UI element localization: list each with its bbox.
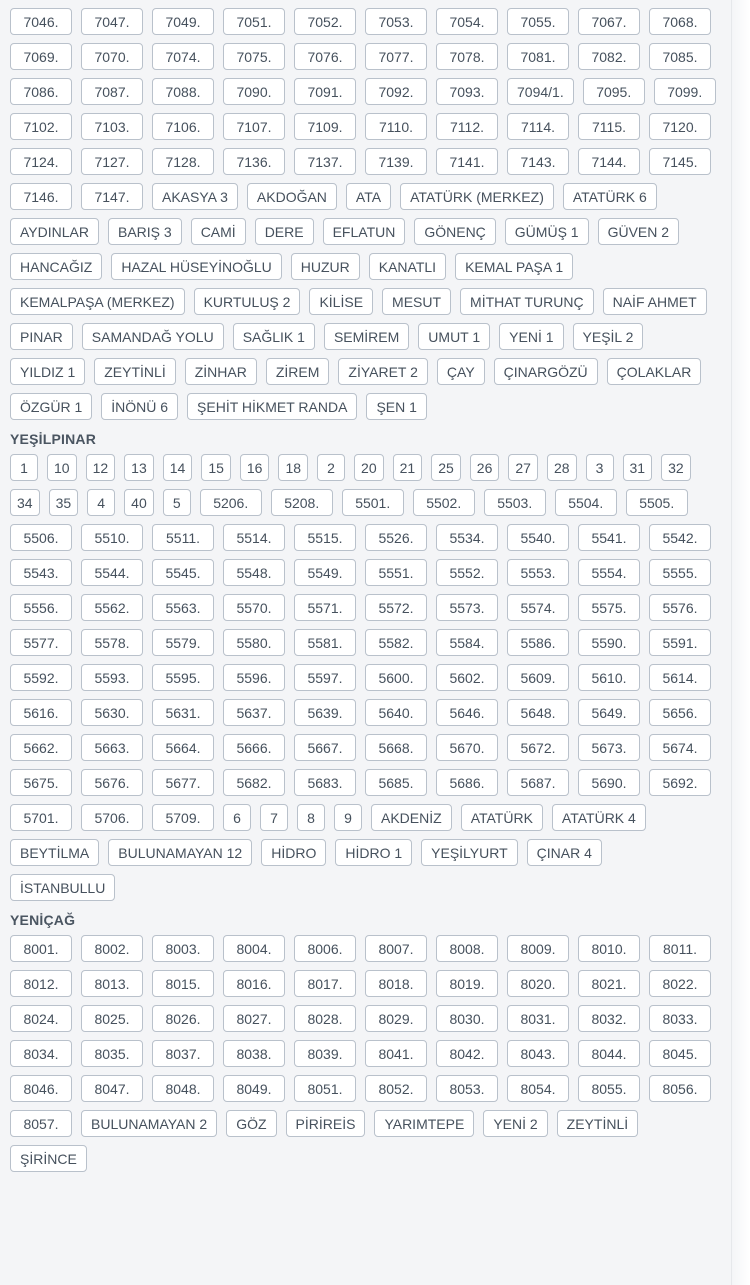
filter-chip[interactable]: 5504. xyxy=(555,489,617,516)
filter-chip[interactable]: 8035. xyxy=(81,1040,143,1067)
filter-chip[interactable]: 8049. xyxy=(223,1075,285,1102)
filter-chip[interactable]: 7110. xyxy=(365,113,427,140)
filter-chip[interactable]: 8047. xyxy=(81,1075,143,1102)
filter-chip[interactable]: 5206. xyxy=(200,489,262,516)
filter-chip[interactable]: HAZAL HÜSEYİNOĞLU xyxy=(111,253,281,280)
filter-chip[interactable]: 7055. xyxy=(507,8,569,35)
filter-chip[interactable]: 7077. xyxy=(365,43,427,70)
filter-chip[interactable]: 8 xyxy=(297,804,325,831)
filter-chip[interactable]: 8043. xyxy=(507,1040,569,1067)
filter-chip[interactable]: 8020. xyxy=(507,970,569,997)
filter-chip[interactable]: 15 xyxy=(201,454,231,481)
filter-chip[interactable]: 5562. xyxy=(81,594,143,621)
filter-chip[interactable]: 8027. xyxy=(223,1005,285,1032)
filter-chip[interactable]: 5690. xyxy=(578,769,640,796)
filter-chip[interactable]: 7124. xyxy=(10,148,72,175)
filter-chip[interactable]: SEMİREM xyxy=(324,323,409,350)
section-unnamed xyxy=(10,4,725,424)
filter-chip[interactable]: 7115. xyxy=(578,113,640,140)
filter-chip[interactable]: 8056. xyxy=(649,1075,711,1102)
filter-chip[interactable]: 8028. xyxy=(294,1005,356,1032)
filter-chip[interactable]: 8006. xyxy=(294,935,356,962)
filter-chip[interactable]: 13 xyxy=(124,454,154,481)
filter-chip[interactable]: 8008. xyxy=(436,935,498,962)
filter-chip[interactable]: 10 xyxy=(47,454,77,481)
filter-chip[interactable]: 14 xyxy=(163,454,193,481)
filter-chip[interactable]: 5 xyxy=(163,489,191,516)
filter-chip[interactable]: 8053. xyxy=(436,1075,498,1102)
section-yesilpinar xyxy=(10,424,725,905)
filter-chip[interactable]: 2 xyxy=(317,454,345,481)
filter-chip[interactable]: 7075. xyxy=(223,43,285,70)
filter-chip[interactable]: 7067. xyxy=(578,8,640,35)
filter-chip[interactable]: 8015. xyxy=(152,970,214,997)
filter-chip[interactable]: 8033. xyxy=(649,1005,711,1032)
filter-chip[interactable]: 5514. xyxy=(223,524,285,551)
chip-group xyxy=(10,4,725,424)
filter-chip[interactable]: 5578. xyxy=(81,629,143,656)
filter-chip[interactable]: 5579. xyxy=(152,629,214,656)
filter-chip[interactable]: YARIMTEPE xyxy=(374,1110,474,1137)
filter-chip[interactable]: 5706. xyxy=(81,804,143,831)
filter-chip[interactable]: 8004. xyxy=(223,935,285,962)
filter-chip[interactable]: 5542. xyxy=(649,524,711,551)
filter-chip[interactable]: ATATÜRK xyxy=(461,804,543,831)
filter-chip[interactable]: EFLATUN xyxy=(323,218,406,245)
filter-chip[interactable]: 5631. xyxy=(152,699,214,726)
filter-chip[interactable]: İNÖNÜ 6 xyxy=(101,393,178,420)
filter-chip[interactable]: 8029. xyxy=(365,1005,427,1032)
filter-chip[interactable]: 7052. xyxy=(294,8,356,35)
filter-chip[interactable]: 5596. xyxy=(223,664,285,691)
filter-chip[interactable]: KANATLI xyxy=(369,253,446,280)
filter-chip[interactable]: 35 xyxy=(49,489,79,516)
filter-chip[interactable]: 7143. xyxy=(507,148,569,175)
filter-chip[interactable]: 5502. xyxy=(413,489,475,516)
filter-chip[interactable]: 5540. xyxy=(507,524,569,551)
filter-chip[interactable]: 8037. xyxy=(152,1040,214,1067)
filter-chip[interactable]: 40 xyxy=(124,489,154,516)
filter-chip[interactable]: 5510. xyxy=(81,524,143,551)
filter-chip[interactable]: 5574. xyxy=(507,594,569,621)
filter-chip[interactable]: 5600. xyxy=(365,664,427,691)
filter-chip[interactable]: HİDRO 1 xyxy=(335,839,412,866)
filter-chip[interactable]: 5515. xyxy=(294,524,356,551)
filter-chip[interactable]: 7137. xyxy=(294,148,356,175)
filter-chip[interactable]: ATATÜRK 4 xyxy=(552,804,646,831)
filter-chip[interactable]: 5575. xyxy=(578,594,640,621)
filter-chip[interactable]: 7 xyxy=(260,804,288,831)
filter-chip[interactable]: 8038. xyxy=(223,1040,285,1067)
filter-chip[interactable]: YEŞİLYURT xyxy=(421,839,518,866)
filter-chip[interactable]: ZİYARET 2 xyxy=(338,358,428,385)
filter-chip[interactable]: ATATÜRK (MERKEZ) xyxy=(400,183,554,210)
filter-chip[interactable]: 7047. xyxy=(81,8,143,35)
filter-chip[interactable]: 5682. xyxy=(223,769,285,796)
filter-chip[interactable]: 5597. xyxy=(294,664,356,691)
filter-chip[interactable]: ZEYTİNLİ xyxy=(557,1110,638,1137)
filter-chip[interactable]: 26 xyxy=(470,454,500,481)
filter-chip[interactable]: 5672. xyxy=(507,734,569,761)
chip-group xyxy=(10,450,725,905)
filter-chip[interactable]: 16 xyxy=(240,454,270,481)
filter-chip[interactable]: 5576. xyxy=(649,594,711,621)
filter-chip[interactable]: 5545. xyxy=(152,559,214,586)
filter-chip[interactable]: 5610. xyxy=(578,664,640,691)
filter-chip[interactable]: 1 xyxy=(10,454,38,481)
section-title: YEŞİLPINAR xyxy=(10,431,97,447)
filter-chip[interactable]: YENİ 2 xyxy=(483,1110,547,1137)
filter-chip[interactable]: 8046. xyxy=(10,1075,72,1102)
filter-chip[interactable]: GÖZ xyxy=(226,1110,276,1137)
filter-chip[interactable]: ZEYTİNLİ xyxy=(94,358,175,385)
filter-chip[interactable]: 7081. xyxy=(507,43,569,70)
filter-chip[interactable]: 5646. xyxy=(436,699,498,726)
filter-chip[interactable]: ÇINARGÖZÜ xyxy=(494,358,598,385)
filter-chip[interactable]: 8039. xyxy=(294,1040,356,1067)
filter-chip[interactable]: 8012. xyxy=(10,970,72,997)
filter-chip[interactable]: 7078. xyxy=(436,43,498,70)
filter-chip[interactable]: 6 xyxy=(223,804,251,831)
filter-chip[interactable]: 5686. xyxy=(436,769,498,796)
filter-chip[interactable]: 8018. xyxy=(365,970,427,997)
filter-chip[interactable]: 7092. xyxy=(365,78,427,105)
filter-chip[interactable]: ZİREM xyxy=(266,358,330,385)
filter-chip[interactable]: ATATÜRK 6 xyxy=(563,183,657,210)
filter-chip[interactable]: 8024. xyxy=(10,1005,72,1032)
filter-chip[interactable]: 5640. xyxy=(365,699,427,726)
section-yenicag xyxy=(10,905,725,1176)
filter-chip[interactable]: ÇINAR 4 xyxy=(527,839,602,866)
filter-chip[interactable]: 5630. xyxy=(81,699,143,726)
filter-chip[interactable]: 5616. xyxy=(10,699,72,726)
filter-chip[interactable]: 18 xyxy=(278,454,308,481)
filter-chip[interactable]: 5667. xyxy=(294,734,356,761)
filter-chip[interactable]: 7051. xyxy=(223,8,285,35)
filter-chip[interactable]: 5675. xyxy=(10,769,72,796)
filter-chip[interactable]: 5670. xyxy=(436,734,498,761)
filter-chip[interactable]: 8044. xyxy=(578,1040,640,1067)
filter-chip[interactable]: 5674. xyxy=(649,734,711,761)
filter-chip[interactable]: 5590. xyxy=(578,629,640,656)
filter-chip[interactable]: 5570. xyxy=(223,594,285,621)
filter-chip[interactable]: 8009. xyxy=(507,935,569,962)
filter-chip[interactable]: SAĞLIK 1 xyxy=(233,323,315,350)
filter-chip[interactable]: NAİF AHMET xyxy=(603,288,707,315)
filter-chip[interactable]: HİDRO xyxy=(261,839,326,866)
filter-chip[interactable]: 34 xyxy=(10,489,40,516)
filter-chip[interactable]: 8051. xyxy=(294,1075,356,1102)
section-title: YENİÇAĞ xyxy=(10,912,76,928)
filter-chip[interactable]: İSTANBULLU xyxy=(10,874,115,901)
filter-chip[interactable]: AKDOĞAN xyxy=(247,183,337,210)
filter-chip[interactable]: 5543. xyxy=(10,559,72,586)
filter-chip[interactable]: 8021. xyxy=(578,970,640,997)
filter-chip[interactable]: 8011. xyxy=(649,935,711,962)
filter-chip[interactable]: YENİ 1 xyxy=(499,323,563,350)
filter-chip[interactable]: 20 xyxy=(354,454,384,481)
filter-chip[interactable]: SAMANDAĞ YOLU xyxy=(82,323,224,350)
filter-chip[interactable]: GÜVEN 2 xyxy=(598,218,679,245)
filter-chip[interactable]: 5592. xyxy=(10,664,72,691)
filter-chip[interactable]: 7086. xyxy=(10,78,72,105)
filter-chip[interactable]: 8026. xyxy=(152,1005,214,1032)
filter-chip[interactable]: 5586. xyxy=(507,629,569,656)
filter-chip[interactable]: 7141. xyxy=(436,148,498,175)
filter-chip[interactable]: 8041. xyxy=(365,1040,427,1067)
filter-chip[interactable]: BARIŞ 3 xyxy=(108,218,182,245)
filter-chip[interactable]: 7069. xyxy=(10,43,72,70)
filter-chip[interactable]: 4 xyxy=(87,489,115,516)
filter-chip[interactable]: PINAR xyxy=(10,323,73,350)
filter-chip[interactable]: 8022. xyxy=(649,970,711,997)
filter-chip[interactable]: 5687. xyxy=(507,769,569,796)
filter-chip[interactable]: 5549. xyxy=(294,559,356,586)
filter-chip[interactable]: YEŞİL 2 xyxy=(573,323,644,350)
filter-chip[interactable]: PİRİREİS xyxy=(286,1110,366,1137)
filter-chip[interactable]: BULUNAMAYAN 2 xyxy=(81,1110,217,1137)
filter-chip[interactable]: 5556. xyxy=(10,594,72,621)
filter-chip[interactable]: 25 xyxy=(431,454,461,481)
filter-chip[interactable]: 7088. xyxy=(152,78,214,105)
filter-chip[interactable]: 5554. xyxy=(578,559,640,586)
filter-chip[interactable]: 5552. xyxy=(436,559,498,586)
filter-chip[interactable]: 5534. xyxy=(436,524,498,551)
filter-chip[interactable]: 8048. xyxy=(152,1075,214,1102)
filter-chip[interactable]: 5582. xyxy=(365,629,427,656)
filter-chip[interactable]: 5614. xyxy=(649,664,711,691)
filter-chip[interactable]: 5593. xyxy=(81,664,143,691)
filter-chip[interactable]: 7094/1. xyxy=(507,78,574,105)
scrollbar-track[interactable] xyxy=(731,0,750,1285)
filter-chip[interactable]: 5555. xyxy=(649,559,711,586)
filter-chip[interactable]: ÇOLAKLAR xyxy=(607,358,702,385)
filter-chip[interactable]: 7144. xyxy=(578,148,640,175)
filter-chip[interactable]: KURTULUŞ 2 xyxy=(194,288,301,315)
filter-chip[interactable]: 5685. xyxy=(365,769,427,796)
filter-chip[interactable]: 7070. xyxy=(81,43,143,70)
filter-chip[interactable]: 8010. xyxy=(578,935,640,962)
filter-chip[interactable]: 8054. xyxy=(507,1075,569,1102)
filter-chip[interactable]: 5548. xyxy=(223,559,285,586)
filter-chip[interactable]: 8016. xyxy=(223,970,285,997)
filter-chip[interactable]: 7109. xyxy=(294,113,356,140)
filter-chip[interactable]: ATA xyxy=(346,183,391,210)
filter-chip[interactable]: 8003. xyxy=(152,935,214,962)
filter-chip[interactable]: 5595. xyxy=(152,664,214,691)
filter-chip[interactable]: HUZUR xyxy=(291,253,360,280)
filter-chip[interactable]: AKASYA 3 xyxy=(152,183,238,210)
filter-chip[interactable]: 5662. xyxy=(10,734,72,761)
filter-chip[interactable]: 5663. xyxy=(81,734,143,761)
filter-chip[interactable]: 7046. xyxy=(10,8,72,35)
filter-chip[interactable]: 7107. xyxy=(223,113,285,140)
filter-chip[interactable]: 9 xyxy=(334,804,362,831)
filter-chip[interactable]: 5649. xyxy=(578,699,640,726)
filter-chip[interactable]: 5591. xyxy=(649,629,711,656)
filter-chip[interactable]: 5580. xyxy=(223,629,285,656)
filter-chip[interactable]: 7120. xyxy=(649,113,711,140)
filter-chip[interactable]: 5506. xyxy=(10,524,72,551)
filter-chip[interactable]: 5511. xyxy=(152,524,214,551)
filter-chip[interactable]: 5505. xyxy=(626,489,688,516)
filter-chip[interactable]: 7093. xyxy=(436,78,498,105)
filter-chip[interactable]: 7139. xyxy=(365,148,427,175)
filter-chip[interactable]: 8025. xyxy=(81,1005,143,1032)
filter-chip[interactable]: 5551. xyxy=(365,559,427,586)
filter-chip[interactable]: 5553. xyxy=(507,559,569,586)
filter-chip[interactable]: 5676. xyxy=(81,769,143,796)
filter-chip[interactable]: 5609. xyxy=(507,664,569,691)
filter-chip[interactable]: ŞİRİNCE xyxy=(10,1145,87,1172)
filter-chip[interactable]: 8034. xyxy=(10,1040,72,1067)
filter-chip[interactable]: 5673. xyxy=(578,734,640,761)
filter-chip[interactable]: 7099. xyxy=(654,78,716,105)
filter-chip[interactable]: ÇAY xyxy=(437,358,485,385)
filter-chip[interactable]: 8030. xyxy=(436,1005,498,1032)
filter-chip[interactable]: KEMALPAŞA (MERKEZ) xyxy=(10,288,185,315)
filter-chip[interactable]: 27 xyxy=(508,454,538,481)
filter-chip[interactable]: DERE xyxy=(255,218,314,245)
filter-chip[interactable]: 5709. xyxy=(152,804,214,831)
filter-chip[interactable]: 5656. xyxy=(649,699,711,726)
filter-chip[interactable]: 5501. xyxy=(342,489,404,516)
filter-chip[interactable]: 5571. xyxy=(294,594,356,621)
filter-chip[interactable]: 8002. xyxy=(81,935,143,962)
filter-chip[interactable]: 7090. xyxy=(223,78,285,105)
filter-chip[interactable]: 7087. xyxy=(81,78,143,105)
filter-chip[interactable]: 7091. xyxy=(294,78,356,105)
street-filter-list xyxy=(0,4,725,1176)
filter-chip[interactable]: 5701. xyxy=(10,804,72,831)
filter-chip[interactable]: 5577. xyxy=(10,629,72,656)
filter-chip[interactable]: 5208. xyxy=(271,489,333,516)
filter-chip[interactable]: 5639. xyxy=(294,699,356,726)
filter-chip[interactable]: 5648. xyxy=(507,699,569,726)
filter-chip[interactable]: 8031. xyxy=(507,1005,569,1032)
filter-chip[interactable]: 8001. xyxy=(10,935,72,962)
filter-chip[interactable]: 31 xyxy=(623,454,653,481)
filter-chip[interactable]: MİTHAT TURUNÇ xyxy=(460,288,594,315)
filter-chip[interactable]: 8045. xyxy=(649,1040,711,1067)
filter-chip[interactable]: 5584. xyxy=(436,629,498,656)
filter-chip[interactable]: 5666. xyxy=(223,734,285,761)
filter-chip[interactable]: 5526. xyxy=(365,524,427,551)
filter-chip[interactable]: 7112. xyxy=(436,113,498,140)
chip-group xyxy=(10,931,725,1176)
filter-chip[interactable]: 7128. xyxy=(152,148,214,175)
filter-chip[interactable]: 5692. xyxy=(649,769,711,796)
filter-chip[interactable]: 7049. xyxy=(152,8,214,35)
filter-chip[interactable]: 7095. xyxy=(583,78,645,105)
filter-chip[interactable]: 21 xyxy=(393,454,423,481)
filter-chip[interactable]: 32 xyxy=(661,454,691,481)
filter-chip[interactable]: HANCAĞIZ xyxy=(10,253,102,280)
filter-chip[interactable]: 8007. xyxy=(365,935,427,962)
filter-chip[interactable]: 5541. xyxy=(578,524,640,551)
filter-chip[interactable]: 8017. xyxy=(294,970,356,997)
filter-chip[interactable]: ŞEN 1 xyxy=(366,393,426,420)
filter-chip[interactable]: 7114. xyxy=(507,113,569,140)
filter-chip[interactable]: 5664. xyxy=(152,734,214,761)
filter-chip[interactable]: 5683. xyxy=(294,769,356,796)
filter-chip[interactable]: 7085. xyxy=(649,43,711,70)
filter-chip[interactable]: 5503. xyxy=(484,489,546,516)
filter-chip[interactable]: MESUT xyxy=(382,288,451,315)
filter-chip[interactable]: 7103. xyxy=(81,113,143,140)
filter-chip[interactable]: ŞEHİT HİKMET RANDA xyxy=(187,393,357,420)
filter-chip[interactable]: AKDENİZ xyxy=(371,804,452,831)
filter-chip[interactable]: ÖZGÜR 1 xyxy=(10,393,92,420)
filter-chip[interactable]: 7054. xyxy=(436,8,498,35)
filter-chip[interactable]: KİLİSE xyxy=(309,288,373,315)
filter-chip[interactable]: 5573. xyxy=(436,594,498,621)
filter-chip[interactable]: GÜMÜŞ 1 xyxy=(505,218,589,245)
filter-chip[interactable]: 8019. xyxy=(436,970,498,997)
filter-chip[interactable]: 7145. xyxy=(649,148,711,175)
filter-chip[interactable]: 5668. xyxy=(365,734,427,761)
filter-chip[interactable]: 5637. xyxy=(223,699,285,726)
filter-chip[interactable]: 7076. xyxy=(294,43,356,70)
filter-chip[interactable]: KEMAL PAŞA 1 xyxy=(455,253,573,280)
filter-chip[interactable]: 7136. xyxy=(223,148,285,175)
filter-chip[interactable]: 7068. xyxy=(649,8,711,35)
filter-chip[interactable]: 28 xyxy=(547,454,577,481)
filter-chip[interactable]: 8042. xyxy=(436,1040,498,1067)
filter-chip[interactable]: 12 xyxy=(86,454,116,481)
filter-chip[interactable]: 7053. xyxy=(365,8,427,35)
filter-chip[interactable]: 5677. xyxy=(152,769,214,796)
filter-chip[interactable]: 5602. xyxy=(436,664,498,691)
filter-chip[interactable]: UMUT 1 xyxy=(418,323,490,350)
filter-chip[interactable]: 8032. xyxy=(578,1005,640,1032)
filter-chip[interactable]: 7074. xyxy=(152,43,214,70)
filter-chip[interactable]: CAMİ xyxy=(191,218,246,245)
filter-chip[interactable]: 5544. xyxy=(81,559,143,586)
filter-chip[interactable]: BULUNAMAYAN 12 xyxy=(108,839,252,866)
filter-chip[interactable]: 7127. xyxy=(81,148,143,175)
filter-chip[interactable]: 5563. xyxy=(152,594,214,621)
filter-chip[interactable]: GÖNENÇ xyxy=(414,218,495,245)
filter-chip[interactable]: 5581. xyxy=(294,629,356,656)
filter-chip[interactable]: BEYTİLMA xyxy=(10,839,99,866)
filter-chip[interactable]: 7146. xyxy=(10,183,72,210)
filter-chip[interactable]: AYDINLAR xyxy=(10,218,99,245)
filter-chip[interactable]: 8057. xyxy=(10,1110,72,1137)
filter-chip[interactable]: 7147. xyxy=(81,183,143,210)
filter-chip[interactable]: 8052. xyxy=(365,1075,427,1102)
filter-chip[interactable]: 7106. xyxy=(152,113,214,140)
filter-chip[interactable]: 8055. xyxy=(578,1075,640,1102)
filter-chip[interactable]: ZİNHAR xyxy=(185,358,257,385)
filter-chip[interactable]: 7082. xyxy=(578,43,640,70)
filter-chip[interactable]: 7102. xyxy=(10,113,72,140)
filter-chip[interactable]: 3 xyxy=(586,454,614,481)
filter-chip[interactable]: 8013. xyxy=(81,970,143,997)
filter-chip[interactable]: YILDIZ 1 xyxy=(10,358,85,385)
filter-chip[interactable]: 5572. xyxy=(365,594,427,621)
